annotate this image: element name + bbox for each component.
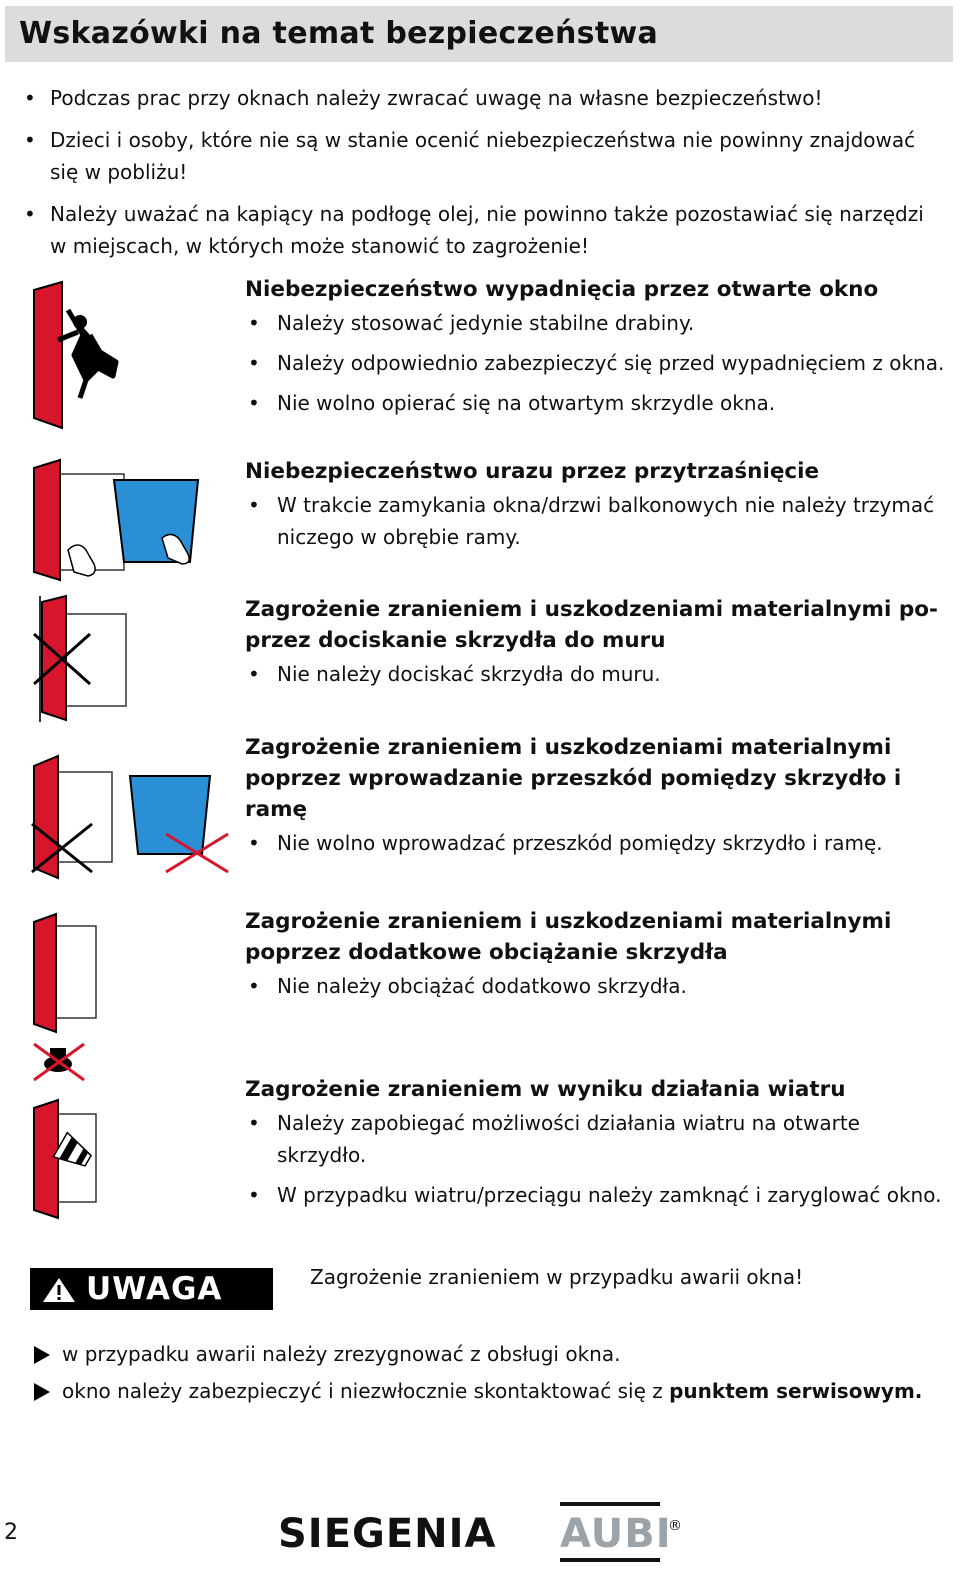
section-item: • Nie należy obciążać dodatkowo skrzydła.: [245, 970, 950, 1002]
brand-siegenia: SIEGENIA: [278, 1511, 497, 1557]
warning-steps: [34, 1336, 944, 1410]
intro-item: • Należy uważać na kapiący na podłogę olej, nie powinno także pozostawiać się narzędzi w miejscach, w których może stanowić to zagrożenie!: [22, 198, 932, 262]
section-wall: [245, 594, 950, 698]
section-item: • Nie wolno wprowadzać przeszkód pomiędzy skrzydło i ramę.: [245, 827, 950, 859]
windsock-icon: [30, 1098, 100, 1220]
intro-list: [22, 82, 932, 272]
section-item: • Nie wolno opierać się na otwartym skrzydle okna.: [245, 387, 950, 419]
page-number: 2: [4, 1520, 18, 1545]
section-heading: Niebezpieczeństwo wypadnięcia przez otwarte okno: [245, 277, 879, 302]
section-item: • W trakcie zamykania okna/drzwi balkonowych nie należy trzymać niczego w obrębie ramy.: [245, 489, 950, 553]
falling-person-icon: [28, 280, 123, 430]
warning-step-text: okno należy zabezpieczyć i niezwłocznie skontaktować się z: [62, 1379, 670, 1403]
section-pinching: [245, 456, 950, 561]
arrow-right-icon: [34, 1383, 50, 1401]
section-item: • Należy zapobiegać możliwości działania wiatru na otwarte skrzydło.: [245, 1107, 950, 1171]
section-heading: Zagrożenie zranieniem i uszkodzeniami materialnymi poprzez wprowadzanie przeszkód pomiędzy skrzydło i ramę: [245, 735, 902, 822]
intro-item: • Dzieci i osoby, które nie są w stanie ocenić niebezpieczeństwa nie powinny znajdować się w pobliżu!: [22, 124, 932, 188]
warning-step: [34, 1373, 944, 1410]
section-heading: Zagrożenie zranieniem i uszkodzeniami materialnymi poprzez dodatkowe obciążanie skrzydła: [245, 909, 892, 965]
section-item: • Nie należy dociskać skrzydła do muru.: [245, 658, 950, 690]
section-heading: Niebezpieczeństwo urazu przez przytrzaśnięcie: [245, 459, 820, 484]
title-bar: [5, 6, 953, 62]
section-wind: [245, 1074, 950, 1219]
warning-badge: [30, 1268, 273, 1310]
warning-triangle-icon: [42, 1277, 76, 1303]
section-item: • Należy stosować jedynie stabilne drabiny.: [245, 307, 950, 339]
pinch-hand-icon: [30, 458, 210, 583]
section-item: • W przypadku wiatru/przeciągu należy zamknąć i zaryglować okno.: [245, 1179, 950, 1211]
section-falling: [245, 274, 950, 427]
sash-against-wall-icon: [30, 594, 130, 724]
service-point-link-text: punktem serwisowym.: [669, 1379, 923, 1403]
extra-load-icon: [30, 912, 100, 1087]
registered-mark: ®: [668, 1518, 682, 1534]
warning-message: Zagrożenie zranieniem w przypadku awarii okna!: [310, 1265, 804, 1289]
section-load: [245, 906, 950, 1010]
section-obstacles: [245, 732, 950, 867]
intro-item: • Podczas prac przy oknach należy zwracać uwagę na własne bezpieczeństwo!: [22, 82, 932, 114]
section-heading: Zagrożenie zranieniem i uszkodzeniami materialnymi po-przez dociskanie skrzydła do muru: [245, 597, 938, 653]
siegenia-aubi-logo: [278, 1500, 688, 1566]
arrow-right-icon: [34, 1346, 50, 1364]
warning-step: [34, 1336, 944, 1373]
warning-step-text: w przypadku awarii należy zrezygnować z obsługi okna.: [62, 1342, 621, 1366]
warning-label: UWAGA: [86, 1271, 223, 1307]
brand-aubi: AUBI: [560, 1511, 672, 1557]
section-item: • Należy odpowiednio zabezpieczyć się przed wypadnięciem z okna.: [245, 347, 950, 379]
page-title: Wskazówki na temat bezpieczeństwa: [19, 16, 659, 51]
section-heading: Zagrożenie zranieniem w wyniku działania wiatru: [245, 1077, 846, 1102]
obstacle-in-frame-icon: [30, 754, 230, 884]
